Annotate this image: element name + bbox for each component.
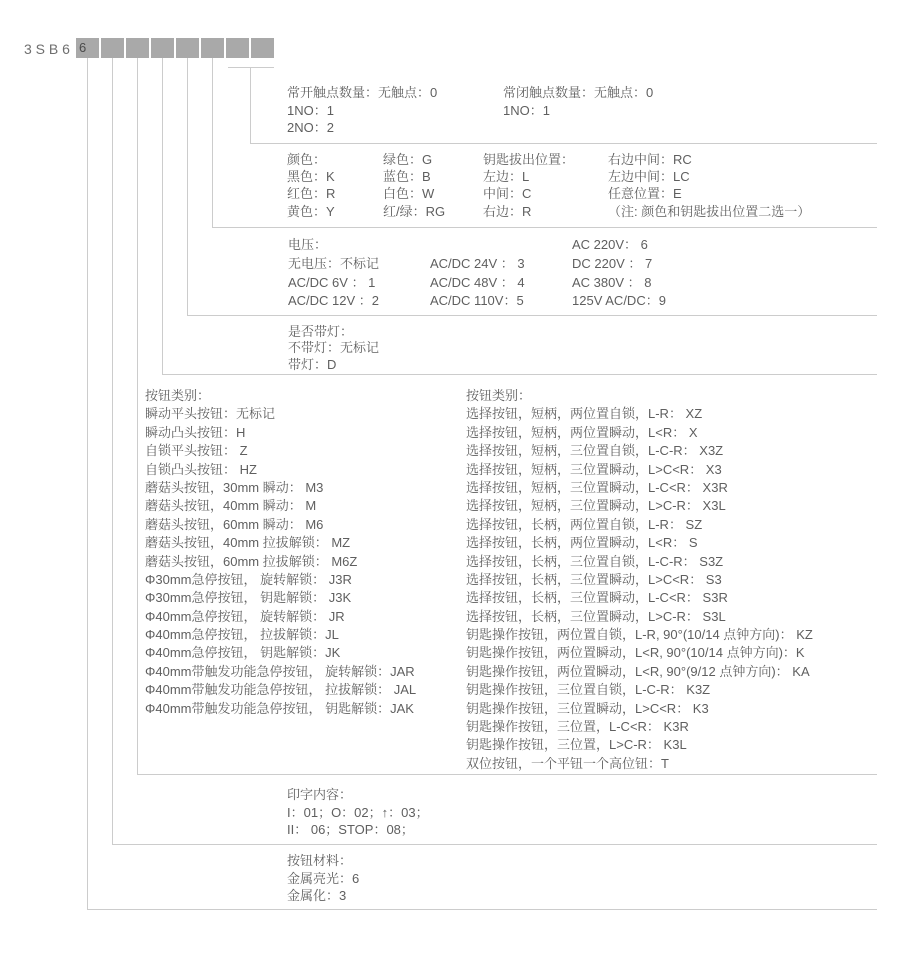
- text-line: 钥匙操作按钮，三位置瞬动，L>C<R： K3: [466, 700, 709, 716]
- text-line: 右边：R: [483, 203, 532, 219]
- code-box: 6: [76, 38, 99, 58]
- code-box: [126, 38, 149, 58]
- connector-line-material: [87, 58, 88, 910]
- text-line: 常闭触点数量：无触点：0: [503, 85, 654, 100]
- section-rule-print: [112, 844, 877, 845]
- text-line: 左边：L: [483, 169, 530, 185]
- text-line: 选择按钮，短柄，三位置瞬动，L-C<R： X3R: [466, 479, 728, 495]
- text-line: AC/DC 110V：5: [430, 293, 524, 309]
- text-line: 蘑菇头按钮，40mm 拉拔解锁： MZ: [145, 535, 351, 551]
- text-line: 按钮材料：: [287, 853, 353, 868]
- text-line: 蘑菇头按钮，40mm 瞬动： M: [145, 498, 317, 514]
- text-line: AC 380V ： 8: [572, 274, 652, 290]
- text-line: 红色：R: [287, 186, 336, 202]
- connector-line-voltage: [187, 58, 188, 316]
- section-rule-category: [137, 774, 877, 775]
- text-line: 左边中间：LC: [608, 169, 690, 185]
- text-line: 金属化：3: [287, 888, 347, 904]
- section-lamp: [288, 324, 379, 373]
- text-line: 任意位置：E: [608, 186, 682, 202]
- section-material: [287, 852, 359, 905]
- text-line: 右边中间：RC: [608, 152, 692, 167]
- text-line: 电压：: [288, 237, 328, 252]
- text-line: Φ30mm急停按钮， 旋转解锁： J3R: [145, 571, 352, 587]
- text-line: 1NO：1: [503, 102, 550, 118]
- text-line: 钥匙操作按钮，三位置，L>C-R： K3L: [466, 737, 687, 753]
- text-line: 黄色：Y: [287, 203, 335, 219]
- text-line: 1NO：1: [287, 102, 334, 118]
- text-line: 选择按钮，短柄，三位置瞬动，L>C<R： X3: [466, 461, 722, 477]
- section-voltage-col1: [288, 236, 379, 311]
- text-line: 钥匙操作按钮，两位置瞬动，L<R, 90°(9/12 点钟方向)： KA: [466, 663, 810, 679]
- text-line: 瞬动凸头按钮：H: [145, 424, 246, 440]
- section-color-col1: [287, 151, 335, 220]
- text-line: 2NO：2: [287, 120, 334, 135]
- text-line: 印字内容：: [287, 787, 353, 802]
- code-box: [226, 38, 249, 58]
- section-category-left: [145, 387, 416, 718]
- section-key-position-col2: [608, 151, 810, 220]
- code-box: [176, 38, 199, 58]
- text-line: 选择按钮，长柄，两位置自锁，L-R： SZ: [466, 516, 703, 532]
- code-box: [201, 38, 224, 58]
- connector-line-color: [212, 58, 213, 228]
- text-line: 蓝色：B: [383, 169, 431, 185]
- text-line: AC/DC 48V ： 4: [430, 274, 525, 290]
- text-line: 选择按钮，长柄，三位置瞬动，L>C-R： S3L: [466, 608, 726, 624]
- text-line: I：01；O：02；↑：03；: [287, 804, 429, 820]
- section-rule-voltage: [187, 315, 877, 316]
- text-line: 选择按钮，长柄，三位置瞬动，L-C<R： S3R: [466, 590, 728, 606]
- section-key-position-col1: [483, 151, 574, 220]
- text-line: 选择按钮，短柄，两位置自锁，L-R： XZ: [466, 406, 703, 422]
- text-line: 钥匙操作按钮，三位置，L-C<R： K3R: [466, 719, 689, 735]
- text-line: 金属亮光：6: [287, 870, 360, 886]
- code-prefix: 3 S B 6: [24, 41, 70, 57]
- text-line: 按钮类别：: [145, 388, 211, 403]
- section-rule-contacts: [250, 143, 877, 144]
- text-line: Φ40mm急停按钮， 钥匙解锁：JK: [145, 645, 341, 661]
- text-line: Φ40mm带触发功能急停按钮， 拉拔解锁： JAL: [145, 682, 417, 698]
- text-line: 选择按钮，长柄，三位置瞬动，L>C<R： S3: [466, 571, 722, 587]
- text-line: [430, 236, 525, 255]
- text-line: Φ40mm急停按钮， 旋转解锁： JR: [145, 608, 345, 624]
- text-line: 中间：C: [483, 186, 532, 202]
- text-line: 双位按钮，一个平钮一个高位钮：T: [466, 755, 669, 771]
- text-line: 瞬动平头按钮：无标记: [145, 406, 276, 422]
- text-line: 自锁平头按钮： Z: [145, 443, 248, 459]
- code-box: [151, 38, 174, 58]
- section-rule-color: [212, 227, 877, 228]
- text-line: 选择按钮，长柄，三位置自锁，L-C-R： S3Z: [466, 553, 724, 569]
- code-box: [251, 38, 274, 58]
- connector-line-print: [112, 58, 113, 845]
- code-boxes: [76, 38, 274, 58]
- text-line: 蘑菇头按钮，60mm 瞬动： M6: [145, 516, 324, 532]
- text-line: 红/绿：RG: [383, 203, 446, 219]
- text-line: 蘑菇头按钮，60mm 拉拔解锁： M6Z: [145, 553, 358, 569]
- section-contacts-no: [287, 84, 437, 137]
- section-rule-material: [87, 909, 877, 910]
- text-line: 常开触点数量：无触点：0: [287, 85, 438, 100]
- text-line: 颜色：: [287, 152, 327, 167]
- text-line: 无电压：不标记: [288, 255, 380, 271]
- text-line: 带灯：D: [288, 356, 337, 372]
- text-line: 钥匙操作按钮，两位置自锁，L-R, 90°(10/14 点钟方向)： KZ: [466, 627, 813, 643]
- text-line: 选择按钮，长柄，两位置瞬动，L<R： S: [466, 535, 698, 551]
- text-line: 绿色：G: [383, 152, 433, 167]
- text-line: 钥匙操作按钮，两位置瞬动，L<R, 90°(10/14 点钟方向)：K: [466, 645, 805, 661]
- section-voltage-col3: [572, 236, 666, 311]
- text-line: 选择按钮，短柄，三位置瞬动，L>C-R： X3L: [466, 498, 726, 514]
- section-category-right: [466, 387, 813, 773]
- text-line: AC 220V： 6: [572, 237, 648, 252]
- section-rule-lamp: [162, 374, 877, 375]
- text-line: AC/DC 24V ： 3: [430, 255, 525, 271]
- section-print: [287, 786, 429, 839]
- text-line: Φ40mm急停按钮， 拉拔解锁：JL: [145, 627, 339, 643]
- text-line: Φ30mm急停按钮， 钥匙解锁： J3K: [145, 590, 352, 606]
- text-line: 蘑菇头按钮，30mm 瞬动： M3: [145, 479, 324, 495]
- text-line: 是否带灯：: [288, 324, 354, 339]
- text-line: II： 06；STOP：08；: [287, 822, 414, 838]
- connector-tee-contacts: [228, 67, 274, 68]
- section-contacts-nc: [503, 84, 653, 119]
- connector-line-contacts: [250, 67, 251, 144]
- text-line: 自锁凸头按钮： HZ: [145, 461, 257, 477]
- section-color-col2: [383, 151, 445, 220]
- text-line: 钥匙操作按钮，三位置自锁，L-C-R： K3Z: [466, 682, 711, 698]
- text-line: 白色：W: [383, 186, 435, 202]
- text-line: AC/DC 12V ：2: [288, 293, 380, 309]
- text-line: AC/DC 6V ： 1: [288, 274, 376, 290]
- text-line: 不带灯：无标记: [288, 340, 380, 356]
- text-line: Φ40mm带触发功能急停按钮， 旋转解锁：JAR: [145, 663, 415, 679]
- text-line: 黑色：K: [287, 169, 335, 185]
- text-line: Φ40mm带触发功能急停按钮， 钥匙解锁：JAK: [145, 700, 414, 716]
- text-line: 选择按钮，短柄，两位置瞬动，L<R： X: [466, 424, 698, 440]
- section-voltage-col2: [430, 236, 525, 311]
- code-box: [101, 38, 124, 58]
- connector-line-lamp: [162, 58, 163, 375]
- text-line: 125V AC/DC：9: [572, 293, 666, 309]
- text-line: 按钮类别：: [466, 388, 532, 403]
- text-line: DC 220V ： 7: [572, 255, 653, 271]
- text-line: 选择按钮，短柄，三位置自锁，L-C-R： X3Z: [466, 443, 724, 459]
- text-line: （注: 颜色和钥匙拔出位置二选一）: [608, 203, 811, 219]
- connector-line-category: [137, 58, 138, 775]
- text-line: 钥匙拔出位置：: [483, 152, 575, 167]
